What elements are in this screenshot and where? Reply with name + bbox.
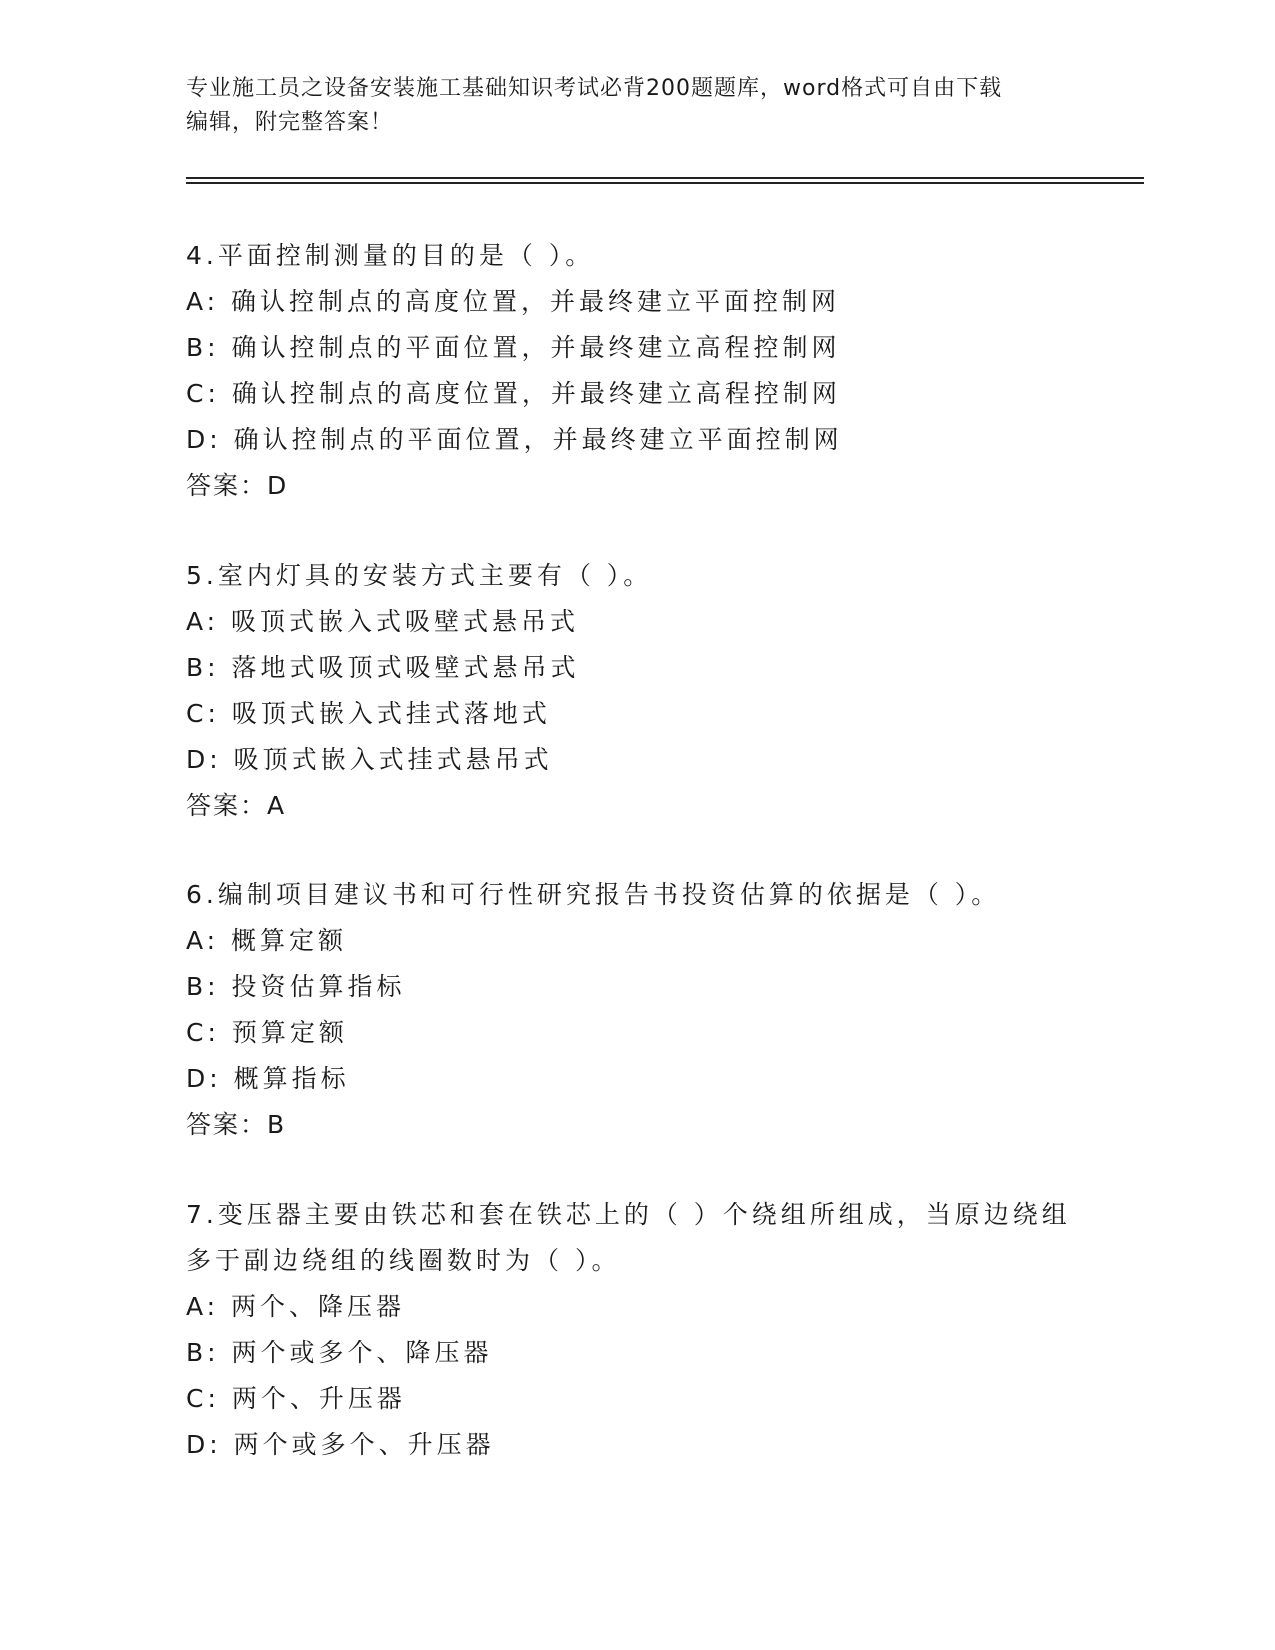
option-b: B: 投资估算指标 xyxy=(186,972,406,1001)
option-b: B: 两个或多个、降压器 xyxy=(186,1338,493,1367)
option-a: A: 概算定额 xyxy=(186,926,348,955)
question-5 xyxy=(186,553,1086,829)
option-a: A: 确认控制点的高度位置，并最终建立平面控制网 xyxy=(186,287,841,316)
header-line-1: 专业施工员之设备安装施工基础知识考试必背200题题库，word格式可自由下载 xyxy=(186,76,1003,101)
option-d: D: 两个或多个、升压器 xyxy=(186,1430,495,1459)
option-a: A: 两个、降压器 xyxy=(186,1292,406,1321)
option-b: B: 落地式吸顶式吸壁式悬吊式 xyxy=(186,653,580,682)
answer: 答案：A xyxy=(186,791,287,820)
option-c: C: 两个、升压器 xyxy=(186,1384,406,1413)
question-stem: 5.室内灯具的安装方式主要有（ ）。 xyxy=(186,561,653,590)
option-d: D: 吸顶式嵌入式挂式悬吊式 xyxy=(186,745,553,774)
question-4 xyxy=(186,233,1086,509)
option-b: B: 确认控制点的平面位置，并最终建立高程控制网 xyxy=(186,333,841,362)
answer: 答案：B xyxy=(186,1110,287,1139)
option-d: D: 概算指标 xyxy=(186,1064,350,1093)
option-c: C: 确认控制点的高度位置，并最终建立高程控制网 xyxy=(186,379,841,408)
question-6 xyxy=(186,872,1086,1148)
question-stem: 6.编制项目建议书和可行性研究报告书投资估算的依据是（ ）。 xyxy=(186,880,1001,909)
header-line-2: 编辑，附完整答案！ xyxy=(186,110,394,135)
question-stem-line-2: 多于副边绕组的线圈数时为（ ）。 xyxy=(186,1246,621,1275)
question-stem-line-1: 7.变压器主要由铁芯和套在铁芯上的（ ）个绕组所组成，当原边绕组 xyxy=(186,1200,1071,1229)
option-a: A: 吸顶式嵌入式吸壁式悬吊式 xyxy=(186,607,580,636)
header-divider-top xyxy=(186,177,1144,179)
question-7 xyxy=(186,1192,1086,1468)
option-d: D: 确认控制点的平面位置，并最终建立平面控制网 xyxy=(186,425,843,454)
document-header xyxy=(186,72,1086,140)
header-divider-bottom xyxy=(186,182,1144,184)
answer: 答案：D xyxy=(186,471,289,500)
option-c: C: 预算定额 xyxy=(186,1018,348,1047)
question-stem: 4.平面控制测量的目的是（ ）。 xyxy=(186,241,595,270)
option-c: C: 吸顶式嵌入式挂式落地式 xyxy=(186,699,551,728)
